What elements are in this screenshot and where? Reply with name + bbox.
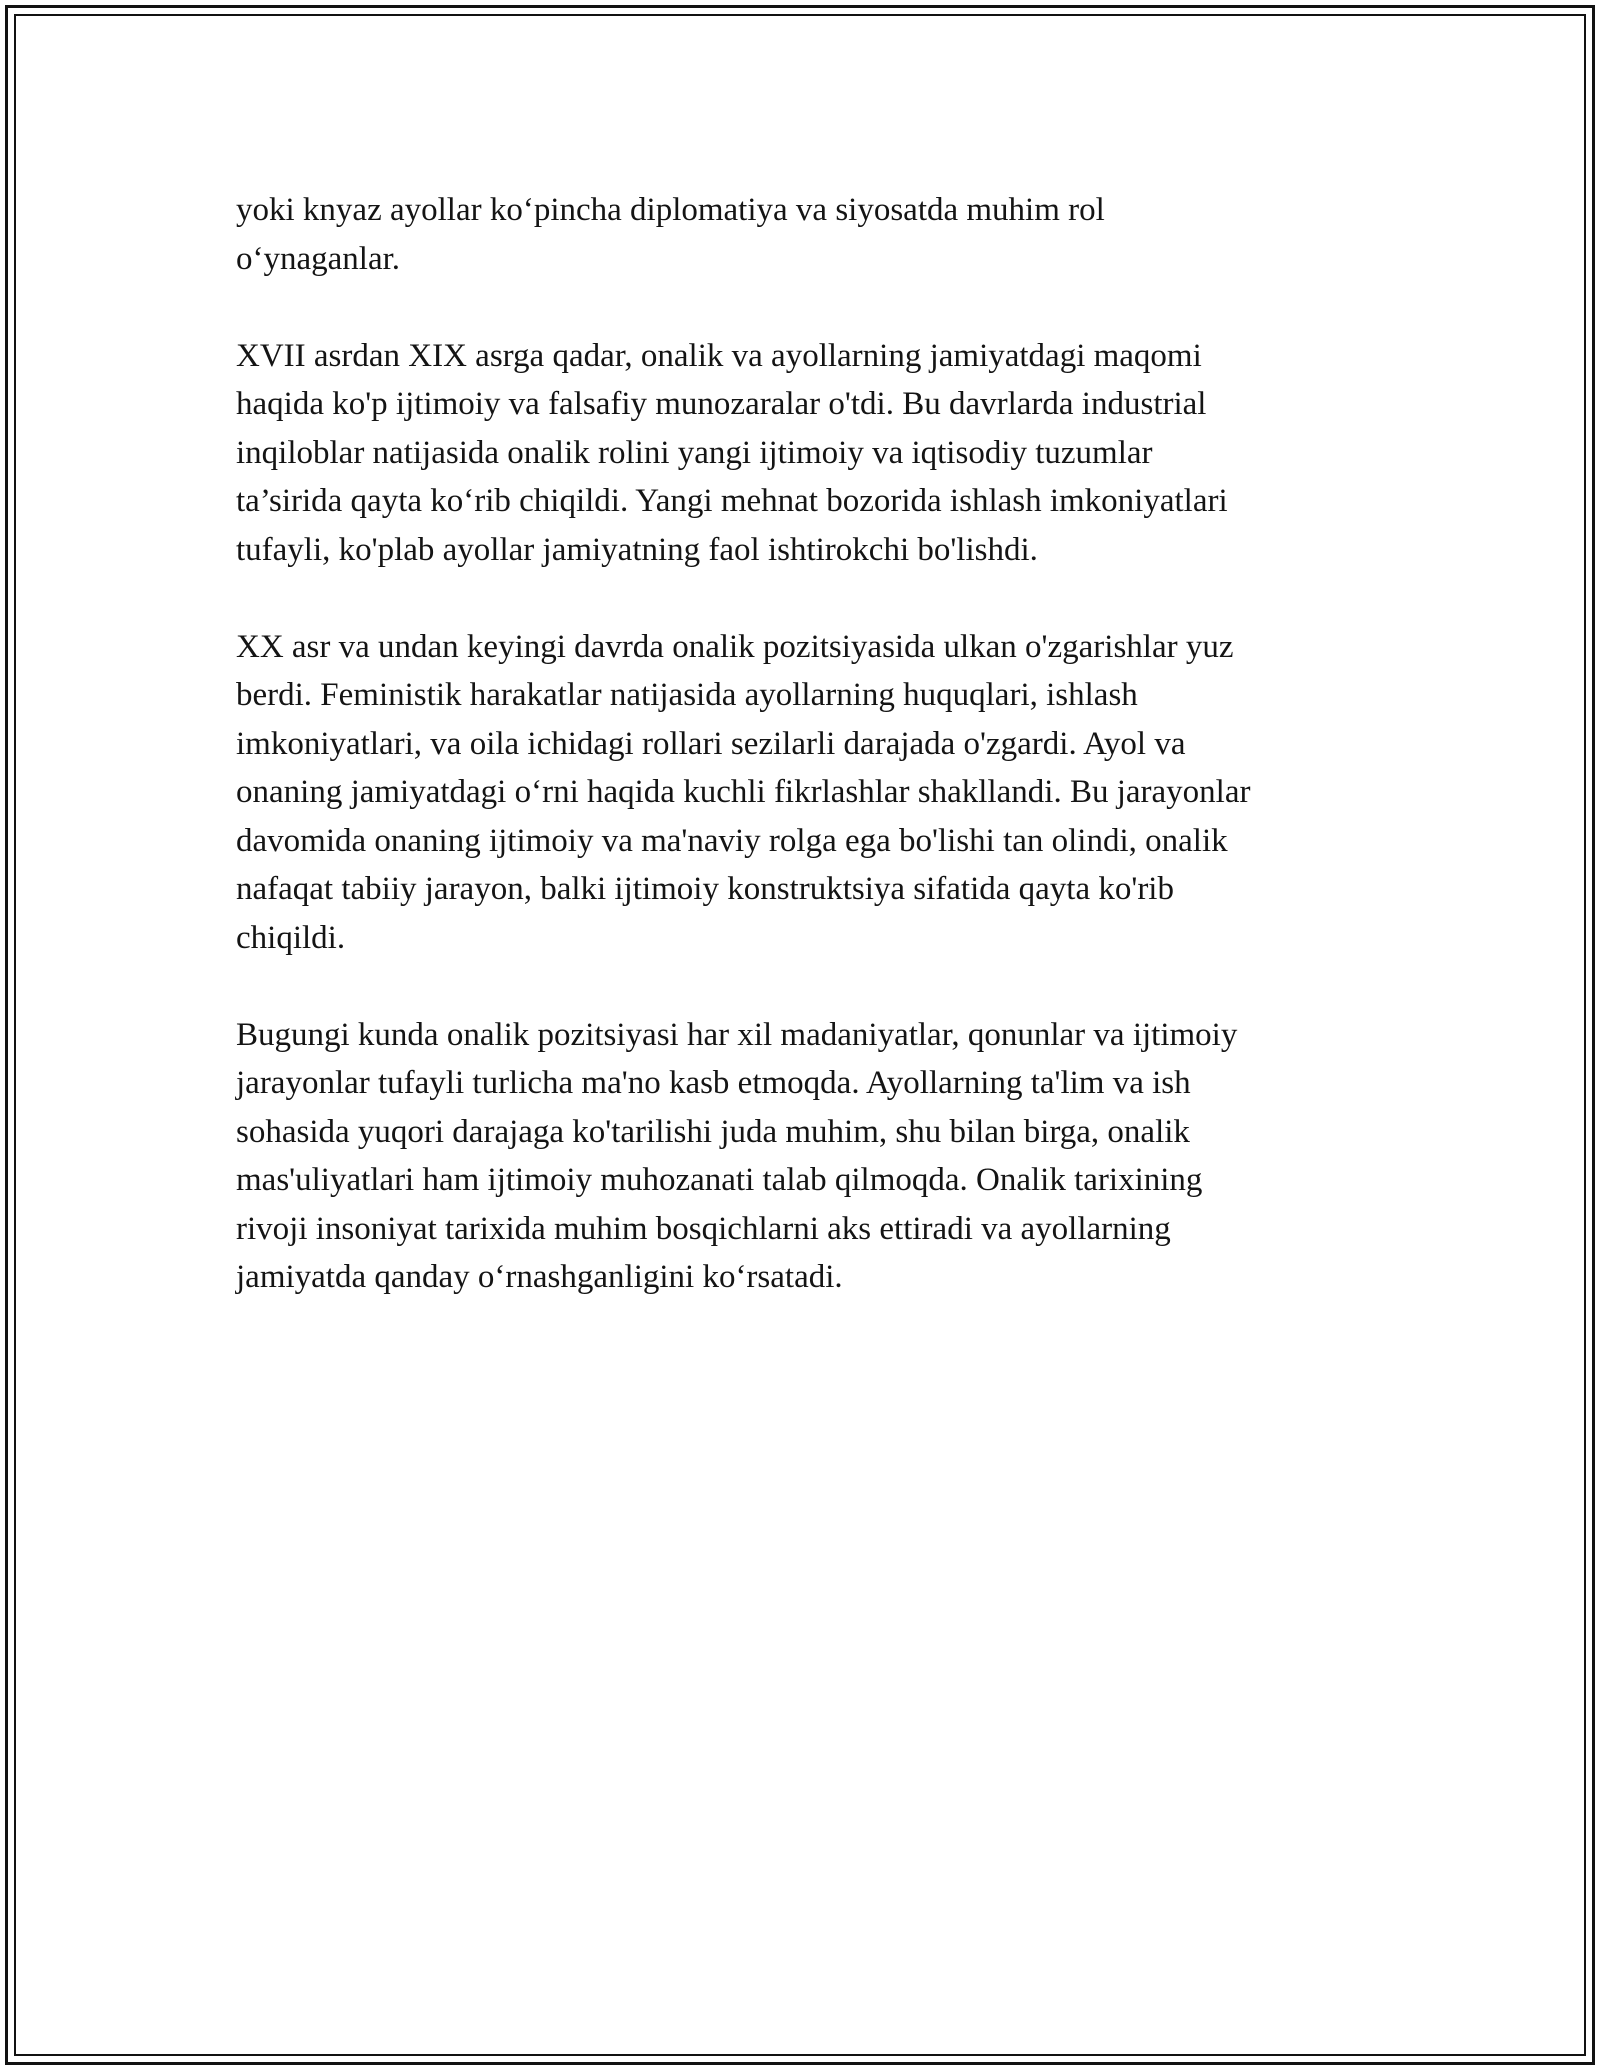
document-body xyxy=(236,186,1376,1350)
paragraph-4: Bugungi kunda onalik pozitsiyasi har xil madaniyatlar, qonunlar va ijtimoiy jarayonlar tufayli turlicha ma'no kasb etmoqda. Ayollarning ta'lim va ish sohasida yuqori darajaga ko'tarilishi juda muhim, shu bilan birga, onalik mas'uliyatlari ham ijtimoiy muhozanati talab qilmoqda. Onalik tarixining rivoji insoniyat tarixida muhim bosqichlarni aks ettiradi va ayollarning jamiyatda qanday o‘rnashganligini ko‘rsatadi. xyxy=(236,1016,1238,1295)
paragraph-2: XVII asrdan XIX asrga qadar, onalik va ayollarning jamiyatdagi maqomi haqida ko'p ijtimoiy va falsafiy munozaralar o'tdi. Bu davrlarda industrial inqiloblar natijasida onalik rolini yangi ijtimoiy va iqtisodiy tuzumlar ta’sirida qayta ko‘rib chiqildi. Yangi mehnat bozorida ishlash imkoniyatlari tufayli, ko'plab ayollar jamiyatning faol ishtirokchi bo'lishdi. xyxy=(236,337,1228,568)
paragraph-1: yoki knyaz ayollar ko‘pincha diplomatiya va siyosatda muhim rol o‘ynaganlar. xyxy=(236,192,1105,277)
paragraph-3: XX asr va undan keyingi davrda onalik pozitsiyasida ulkan o'zgarishlar yuz berdi. Feministik harakatlar natijasida ayollarning huquqlari, ishlash imkoniyatlari, va oila ichidagi rollari sezilarli darajada o'zgardi. Ayol va onaning jamiyatdagi o‘rni haqida kuchli fikrlashlar shakllandi. Bu jarayonlar davomida onaning ijtimoiy va ma'naviy rolga ega bo'lishi tan olindi, onalik nafaqat tabiiy jarayon, balki ijtimoiy konstruktsiya sifatida qayta ko'rib chiqildi. xyxy=(236,628,1251,956)
